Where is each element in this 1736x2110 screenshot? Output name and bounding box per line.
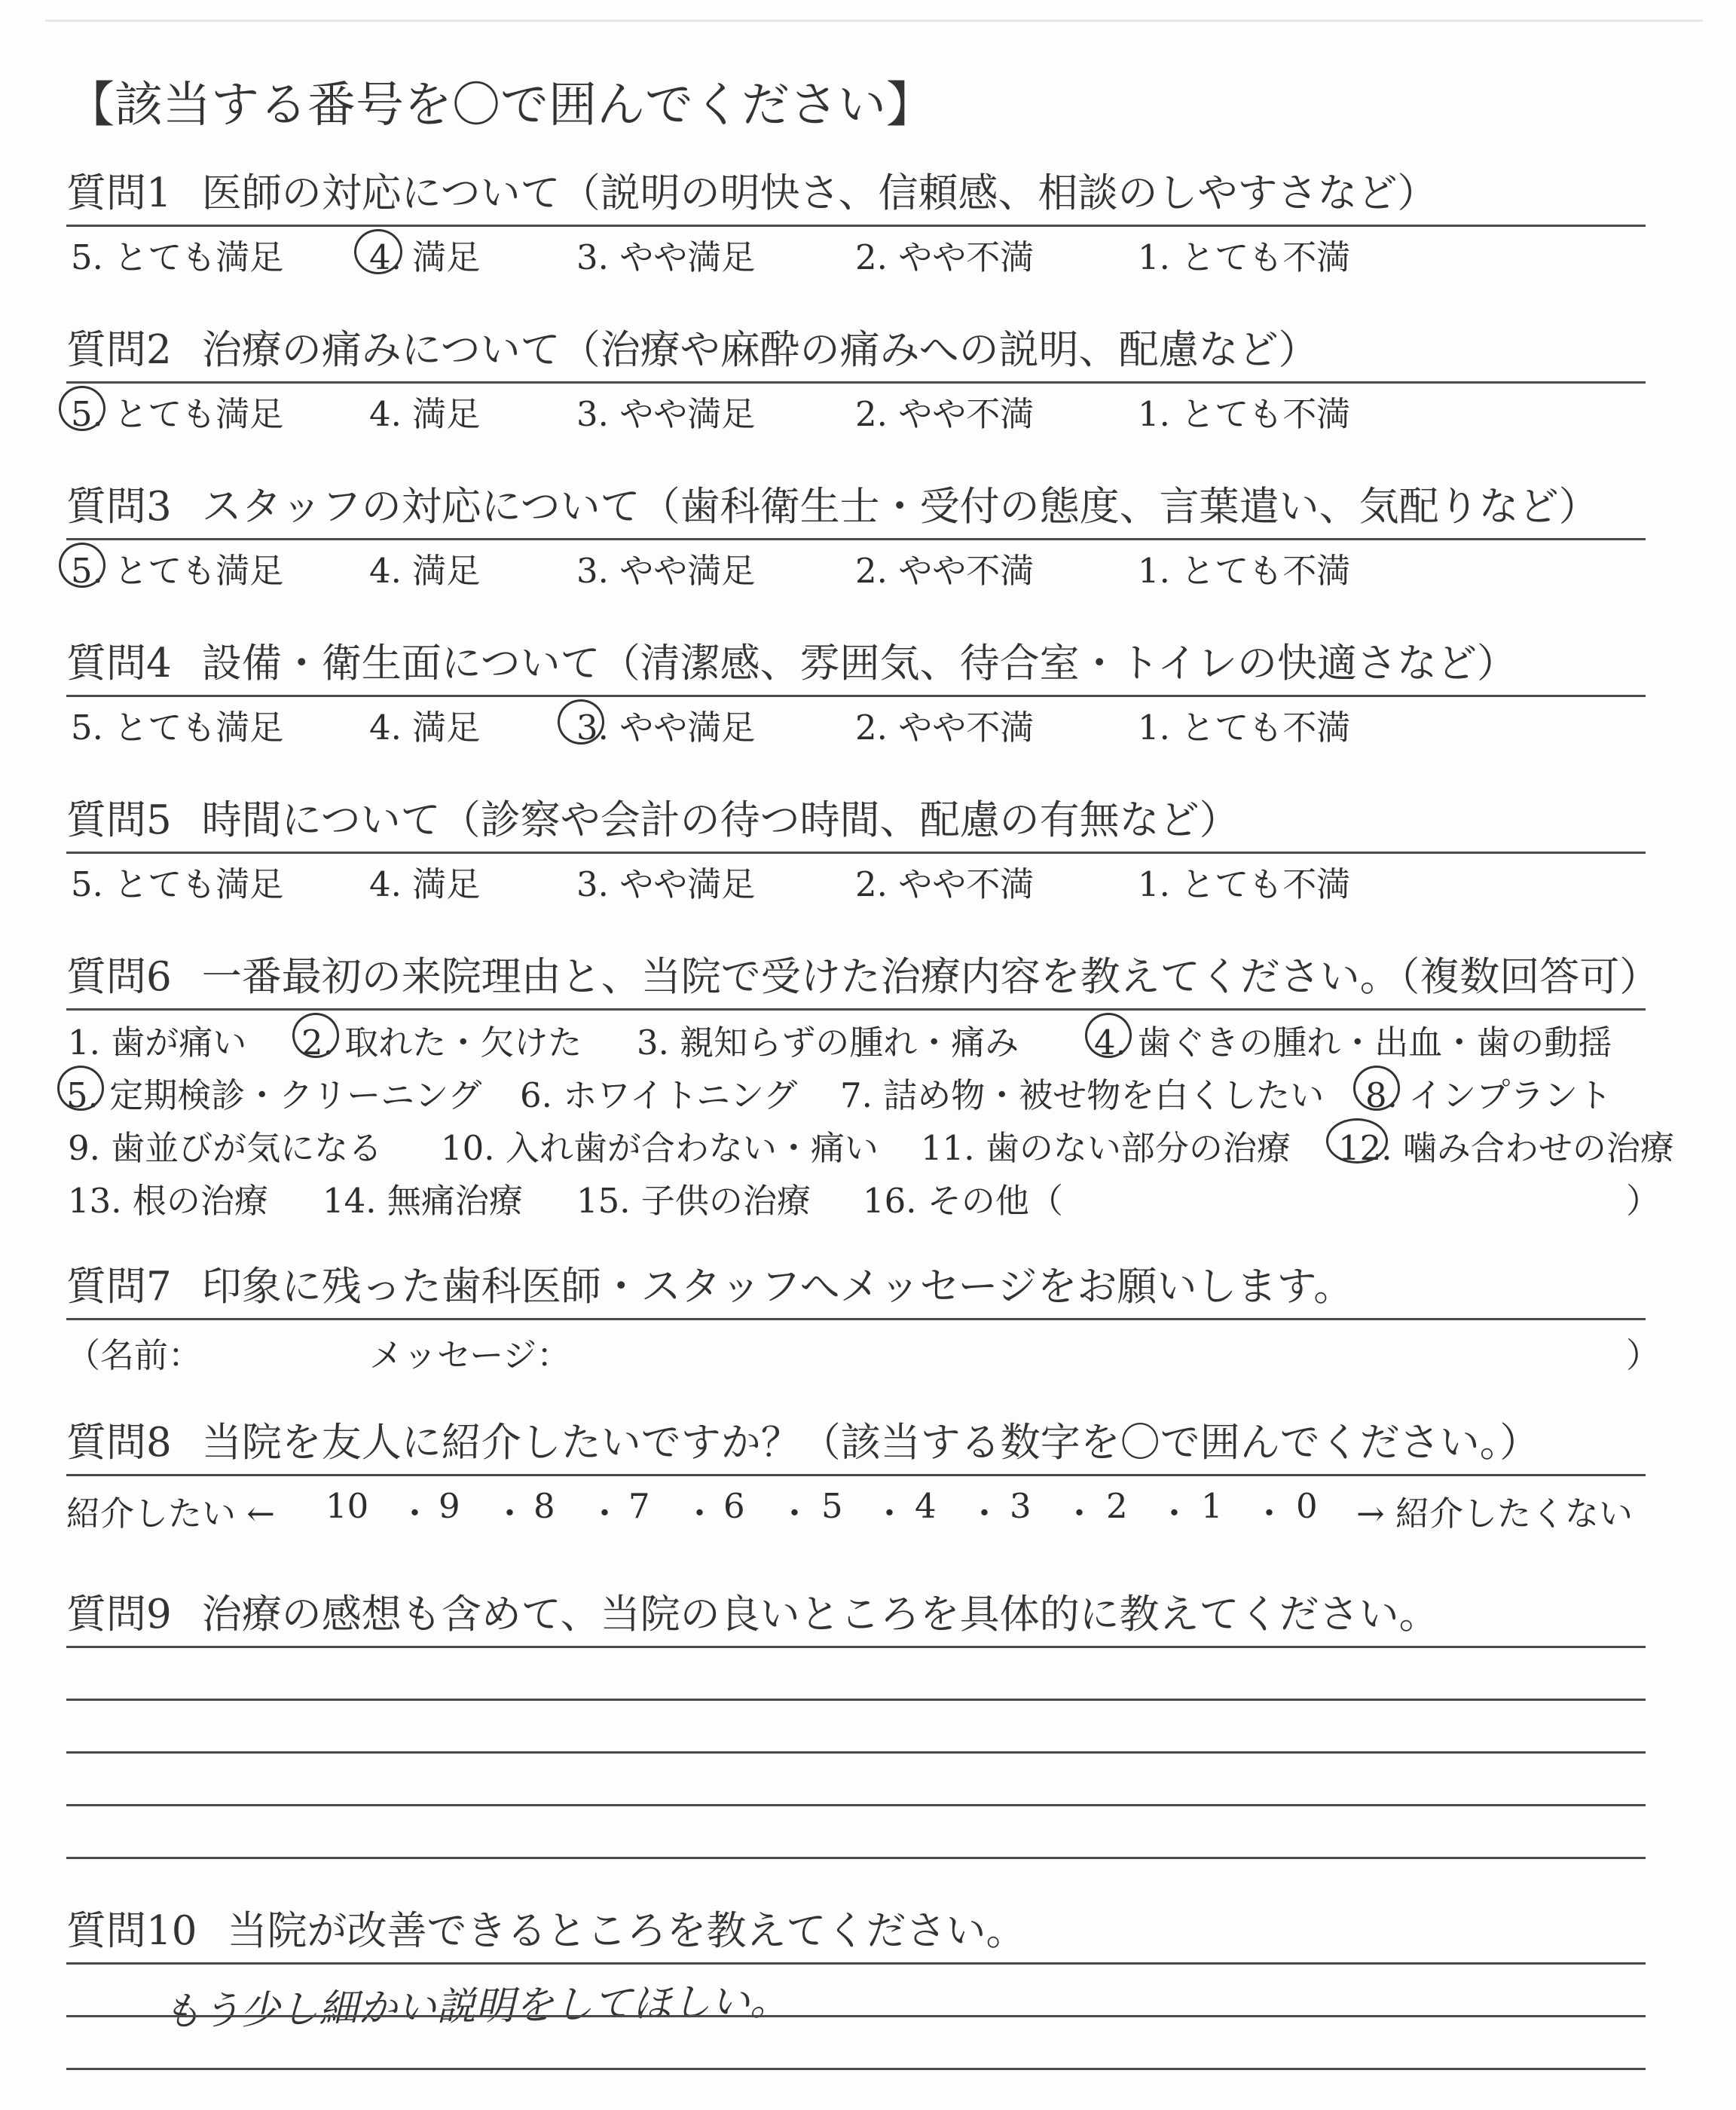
q1-option-4[interactable]: 4. 満足	[369, 237, 481, 277]
question-9	[66, 1567, 1646, 1648]
question-number: 質問5	[66, 797, 172, 843]
question-number: 質問9	[66, 1592, 172, 1638]
q8-score-6[interactable]: 6	[723, 1486, 745, 1526]
question-text: 治療の感想も含めて、当院の良いところを具体的に教えてください。	[201, 1592, 1439, 1638]
q8-score-9[interactable]: 9	[439, 1486, 460, 1526]
question-text: 当院が改善できるところを教えてください。	[227, 1908, 1026, 1954]
q6-selection-circle-4	[1085, 1013, 1132, 1058]
question-text: 治療の痛みについて（治療や麻酔の痛みへの説明、配慮など）	[201, 327, 1319, 373]
q8-score-3[interactable]: 3	[1010, 1486, 1032, 1526]
question-number: 質問8	[66, 1420, 172, 1466]
q7-close: ）	[1626, 1335, 1661, 1375]
q6-option-7[interactable]: 7. 詰め物・被せ物を白くしたい	[840, 1075, 1325, 1115]
question-6	[66, 930, 1660, 1011]
question-number: 質問2	[66, 327, 172, 373]
question-8	[66, 1396, 1646, 1476]
q5-option-5[interactable]: 5. とても満足	[71, 864, 284, 904]
page-title: 【該当する番号を〇で囲んでください】	[66, 78, 934, 133]
q6-option-11[interactable]: 11. 歯のない部分の治療	[921, 1128, 1291, 1168]
page-top-line	[45, 20, 1703, 22]
q8-score-1[interactable]: 1	[1201, 1486, 1223, 1526]
q1-selection-circle	[354, 229, 402, 274]
q8-score-8[interactable]: 8	[533, 1486, 555, 1526]
question-number: 質問1	[66, 170, 172, 216]
q6-selection-circle-5	[57, 1066, 104, 1111]
q4-option-2[interactable]: 2. やや不満	[855, 708, 1035, 748]
q5-option-2[interactable]: 2. やや不満	[855, 864, 1035, 904]
q3-option-3[interactable]: 3. やや満足	[576, 551, 756, 591]
q8-score-2[interactable]: 2	[1106, 1486, 1128, 1526]
q5-option-3[interactable]: 3. やや満足	[576, 864, 756, 904]
q8-dot: ・	[1157, 1494, 1192, 1534]
q5-option-4[interactable]: 4. 満足	[369, 864, 481, 904]
q6-selection-circle-12	[1326, 1118, 1388, 1164]
question-text: 医師の対応について（説明の明快さ、信頼感、相談のしやすさなど）	[201, 170, 1438, 216]
q8-left-label: 紹介したい ←	[66, 1494, 276, 1534]
q8-score-0[interactable]: 0	[1296, 1486, 1318, 1526]
q5-option-1[interactable]: 1. とても不満	[1138, 864, 1351, 904]
answer-line[interactable]	[66, 1804, 1646, 1806]
q1-option-5[interactable]: 5. とても満足	[71, 237, 284, 277]
question-4	[66, 616, 1646, 697]
q3-option-2[interactable]: 2. やや不満	[855, 551, 1035, 591]
q8-dot: ・	[398, 1494, 432, 1534]
q6-option-6[interactable]: 6. ホワイトニング	[520, 1075, 798, 1115]
q1-option-1[interactable]: 1. とても不満	[1138, 237, 1351, 277]
question-7	[66, 1240, 1646, 1320]
q8-score-4[interactable]: 4	[915, 1486, 937, 1526]
question-text: スタッフの対応について（歯科衛生士・受付の態度、言葉遣い、気配りなど）	[201, 484, 1599, 530]
question-text: 一番最初の来院理由と、当院で受けた治療内容を教えてください。（複数回答可）	[201, 954, 1660, 1000]
q8-score-10[interactable]: 10	[326, 1486, 369, 1526]
q6-option-3[interactable]: 3. 親知らずの腫れ・痛み	[637, 1023, 1019, 1063]
q8-dot: ・	[683, 1494, 717, 1534]
question-2	[66, 303, 1646, 384]
q4-selection-circle	[558, 699, 604, 745]
answer-line[interactable]	[66, 2015, 1646, 2017]
question-number: 質問3	[66, 484, 172, 530]
answer-line[interactable]	[66, 1751, 1646, 1754]
q4-option-4[interactable]: 4. 満足	[369, 708, 481, 748]
question-number: 質問10	[66, 1908, 197, 1954]
q6-selection-circle-8	[1353, 1066, 1400, 1111]
q6-option-13[interactable]: 13. 根の治療	[68, 1181, 268, 1221]
q8-right-label: → 紹介したくない	[1356, 1494, 1634, 1534]
question-3	[66, 460, 1646, 540]
q6-option-12[interactable]: 12. 噛み合わせの治療	[1338, 1128, 1674, 1168]
q6-option-14[interactable]: 14. 無痛治療	[322, 1181, 523, 1221]
q2-option-2[interactable]: 2. やや不満	[855, 394, 1035, 434]
q8-dot: ・	[588, 1494, 622, 1534]
question-number: 質問4	[66, 641, 172, 687]
q6-option-2[interactable]: 2. 取れた・欠けた	[301, 1023, 582, 1063]
q8-dot: ・	[1252, 1494, 1287, 1534]
question-text: 印象に残った歯科医師・スタッフへメッセージをお願いします。	[201, 1264, 1354, 1310]
answer-line[interactable]	[66, 1699, 1646, 1701]
question-number: 質問7	[66, 1264, 172, 1310]
question-5	[66, 773, 1646, 854]
q6-option-5[interactable]: 5. 定期検診・クリーニング	[66, 1075, 482, 1115]
q8-dot: ・	[967, 1494, 1002, 1534]
q3-selection-circle	[59, 543, 105, 588]
question-text: 時間について（診察や会計の待つ時間、配慮の有無など）	[201, 797, 1239, 843]
q4-option-1[interactable]: 1. とても不満	[1138, 708, 1351, 748]
q1-option-2[interactable]: 2. やや不満	[855, 237, 1035, 277]
q6-option-8[interactable]: 8. インプラント	[1365, 1075, 1612, 1115]
q6-selection-circle-2	[292, 1013, 339, 1058]
q4-option-5[interactable]: 5. とても満足	[71, 708, 284, 748]
q3-option-1[interactable]: 1. とても不満	[1138, 551, 1351, 591]
question-number: 質問6	[66, 954, 172, 1000]
q1-option-3[interactable]: 3. やや満足	[576, 237, 756, 277]
question-10	[66, 1884, 1646, 1965]
answer-line[interactable]	[66, 1857, 1646, 1859]
answer-line[interactable]	[66, 2068, 1646, 2070]
question-1	[66, 146, 1646, 227]
q7-message-label: メッセージ：	[369, 1335, 571, 1375]
q7-name-label: （名前：	[66, 1335, 203, 1375]
q8-dot: ・	[493, 1494, 527, 1534]
q8-dot: ・	[873, 1494, 907, 1534]
question-text: 当院を友人に紹介したいですか？（該当する数字を〇で囲んでください。）	[201, 1420, 1540, 1466]
q6-option-15[interactable]: 15. 子供の治療	[576, 1181, 811, 1221]
q2-option-5[interactable]: 5. とても満足	[71, 394, 284, 434]
q2-option-4[interactable]: 4. 満足	[369, 394, 481, 434]
q8-dot: ・	[1062, 1494, 1097, 1534]
question-text: 設備・衛生面について（清潔感、雰囲気、待合室・トイレの快適さなど）	[201, 641, 1517, 687]
q8-score-5[interactable]: 5	[821, 1486, 843, 1526]
q3-option-5[interactable]: 5. とても満足	[71, 551, 284, 591]
q6-option-16[interactable]: 16. その他（	[863, 1181, 1063, 1221]
q6-option-10[interactable]: 10. 入れ歯が合わない・痛い	[441, 1128, 879, 1168]
q2-option-3[interactable]: 3. やや満足	[576, 394, 756, 434]
q6-option-1[interactable]: 1. 歯が痛い	[68, 1023, 247, 1063]
q6-option-9[interactable]: 9. 歯並びが気になる	[68, 1128, 383, 1168]
q8-score-7[interactable]: 7	[628, 1486, 650, 1526]
q6-option-4[interactable]: 4. 歯ぐきの腫れ・出血・歯の動揺	[1094, 1023, 1612, 1063]
q8-dot: ・	[778, 1494, 812, 1534]
q2-option-1[interactable]: 1. とても不満	[1138, 394, 1351, 434]
q4-option-3[interactable]: 3. やや満足	[576, 708, 756, 748]
q3-option-4[interactable]: 4. 満足	[369, 551, 481, 591]
q2-selection-circle	[59, 386, 105, 431]
q6-other-close: ）	[1626, 1181, 1661, 1221]
q10-handwritten-answer: もう少し細かい説明をしてほしい。	[161, 1978, 790, 2035]
